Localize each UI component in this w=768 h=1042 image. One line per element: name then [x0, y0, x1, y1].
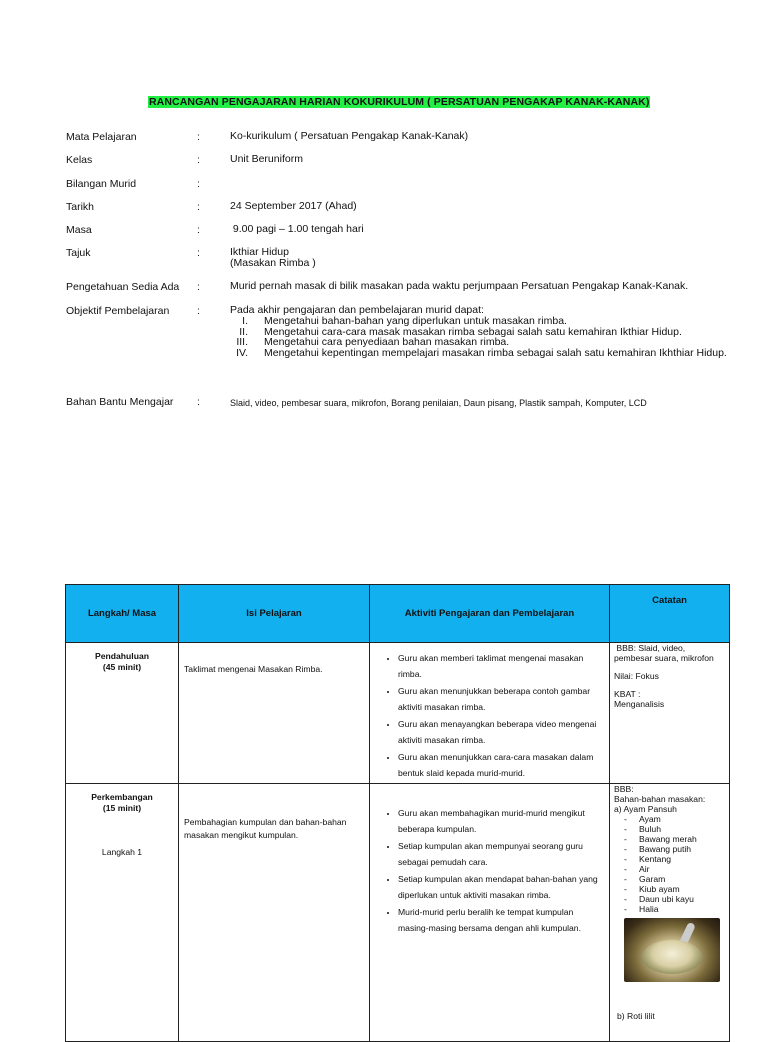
field-label: Tajuk — [66, 247, 91, 259]
notes-dish-b: b) Roti lilit — [617, 1011, 655, 1021]
objective-item: IV. Mengetahui kepentingan mempelajari masakan rimba sebagai salah satu kemahiran Ikhthiar Hidup. — [236, 346, 727, 359]
header-aktiviti: Aktiviti Pengajaran dan Pembelajaran — [370, 585, 610, 643]
field-value: Unit Beruniform — [230, 153, 303, 165]
field-colon: : — [197, 305, 200, 317]
field-label: Kelas — [66, 154, 93, 166]
field-colon: : — [197, 396, 200, 408]
list-item: • Guru akan menunjukkan cara-cara masakan dalam bentuk slaid kepada murid-murid. — [398, 750, 601, 781]
list-item: • Guru akan memberi taklimat mengenai masakan rimba. — [398, 651, 601, 682]
field-colon: : — [197, 178, 200, 190]
step-cell — [66, 784, 179, 1042]
notes-bbb: BBB: — [614, 784, 634, 794]
tajuk-line-1: Ikthiar Hidup — [230, 246, 289, 258]
step-name: Perkembangan — [91, 792, 153, 802]
field-value — [230, 305, 750, 358]
field-label: Tarikh — [66, 201, 95, 213]
field-label: Objektif Pembelajaran — [66, 305, 170, 317]
step-time: (45 minit) — [102, 662, 142, 672]
sub-step: Langkah 1 — [101, 847, 143, 857]
field-value: Slaid, video, pembesar suara, mikrofon, Borang penilaian, Daun pisang, Plastik sampah, Komputer, LCD — [230, 398, 647, 408]
list-item: - Bawang merah — [624, 834, 697, 844]
field-value: 24 September 2017 (Ahad) — [230, 200, 357, 212]
list-item: • Setiap kumpulan akan mempunyai seorang guru sebagai pemudah cara. — [398, 839, 601, 870]
list-item: - Ayam — [624, 814, 661, 824]
header-isi: Isi Pelajaran — [179, 585, 370, 643]
objective-list — [230, 316, 750, 358]
field-label: Bilangan Murid — [66, 178, 137, 190]
list-item: • Murid-murid perlu beralih ke tempat kumpulan masing-masing bersama dengan ahli kumpulan. — [398, 905, 601, 936]
page-title: RANCANGAN PENGAJARAN HARIAN KOKURIKULUM ( PERSATUAN PENGAKAP KANAK-KANAK) — [149, 96, 650, 108]
field-value — [230, 247, 750, 269]
step-cell — [66, 643, 179, 784]
activity-list — [378, 651, 601, 781]
objective-item: I. Mengetahui bahan-bahan yang diperlukan untuk masakan rimba. — [242, 315, 567, 327]
field-label: Masa — [66, 224, 92, 236]
notes-kbat — [614, 689, 725, 709]
field-label: Mata Pelajaran — [66, 131, 137, 143]
list-item: - Bawang putih — [624, 844, 692, 854]
objective-item: II. Mengetahui cara-cara masak masakan rimba sebagai salah satu kemahiran Ikthiar Hidup. — [239, 325, 682, 338]
content-cell: Pembahagian kumpulan dan bahan-bahan masakan mengikut kumpulan. — [179, 784, 370, 1042]
header-langkah: Langkah/ Masa — [66, 585, 179, 643]
ingredient-list — [614, 814, 725, 914]
field-colon: : — [197, 281, 200, 293]
notes-bbb: BBB: Slaid, video, pembesar suara, mikrofon — [614, 643, 714, 663]
table-row — [66, 784, 730, 1042]
objective-item: III. Mengetahui cara penyediaan bahan masakan rimba. — [236, 336, 510, 348]
kbat-value: Menganalisis — [614, 699, 665, 709]
field-label: Bahan Bantu Mengajar — [66, 396, 174, 408]
list-item: - Garam — [624, 874, 666, 884]
activity-list — [378, 806, 601, 936]
list-item: - Halia — [624, 904, 659, 914]
list-item: • Guru akan menayangkan beberapa video mengenai aktiviti masakan rimba. — [398, 717, 601, 748]
step-name: Pendahuluan — [95, 651, 149, 661]
table-header-row — [66, 585, 730, 643]
kbat-label: KBAT : — [614, 689, 641, 699]
lesson-plan-table — [65, 584, 730, 1042]
list-item: - Daun ubi kayu — [624, 894, 694, 904]
list-item: - Buluh — [624, 824, 661, 834]
objektif-intro: Pada akhir pengajaran dan pembelajaran murid dapat: — [230, 304, 484, 316]
bowl-shape — [642, 940, 702, 974]
field-colon: : — [197, 131, 200, 143]
field-value: 9.00 pagi – 1.00 tengah hari — [230, 223, 364, 235]
content-cell: Taklimat mengenai Masakan Rimba. — [179, 643, 370, 784]
field-label: Pengetahuan Sedia Ada — [66, 281, 180, 293]
list-item: • Setiap kumpulan akan mendapat bahan-bahan yang diperlukan untuk aktiviti masakan rimba. — [398, 872, 601, 903]
step-time: (15 minit) — [102, 803, 142, 813]
table-row — [66, 643, 730, 784]
list-item: - Air — [624, 864, 650, 874]
list-item: - Kiub ayam — [624, 884, 680, 894]
field-colon: : — [197, 154, 200, 166]
list-item: • Guru akan membahagikan murid-murid mengikut beberapa kumpulan. — [398, 806, 601, 837]
field-colon: : — [197, 201, 200, 213]
notes-dish-a: a) Ayam Pansuh — [614, 804, 677, 814]
notes-cell — [610, 784, 730, 1042]
activities-cell — [370, 643, 610, 784]
field-colon: : — [197, 224, 200, 236]
field-value: Murid pernah masak di bilik masakan pada waktu perjumpaan Persatuan Pengakap Kanak-Kanak. — [230, 280, 689, 292]
list-item: • Guru akan menunjukkan beberapa contoh gambar aktiviti masakan rimba. — [398, 684, 601, 715]
field-value: Ko-kurikulum ( Persatuan Pengakap Kanak-Kanak) — [230, 130, 469, 142]
notes-bahan: Bahan-bahan masakan: — [614, 794, 706, 804]
ayam-pansuh-photo — [624, 918, 720, 982]
list-item: - Kentang — [624, 854, 672, 864]
field-colon: : — [197, 247, 200, 259]
header-catatan: Catatan — [610, 585, 730, 643]
notes-cell — [610, 643, 730, 784]
notes-nilai: Nilai: Fokus — [614, 671, 659, 681]
tajuk-line-2: (Masakan Rimba ) — [230, 257, 316, 269]
activities-cell — [370, 784, 610, 1042]
